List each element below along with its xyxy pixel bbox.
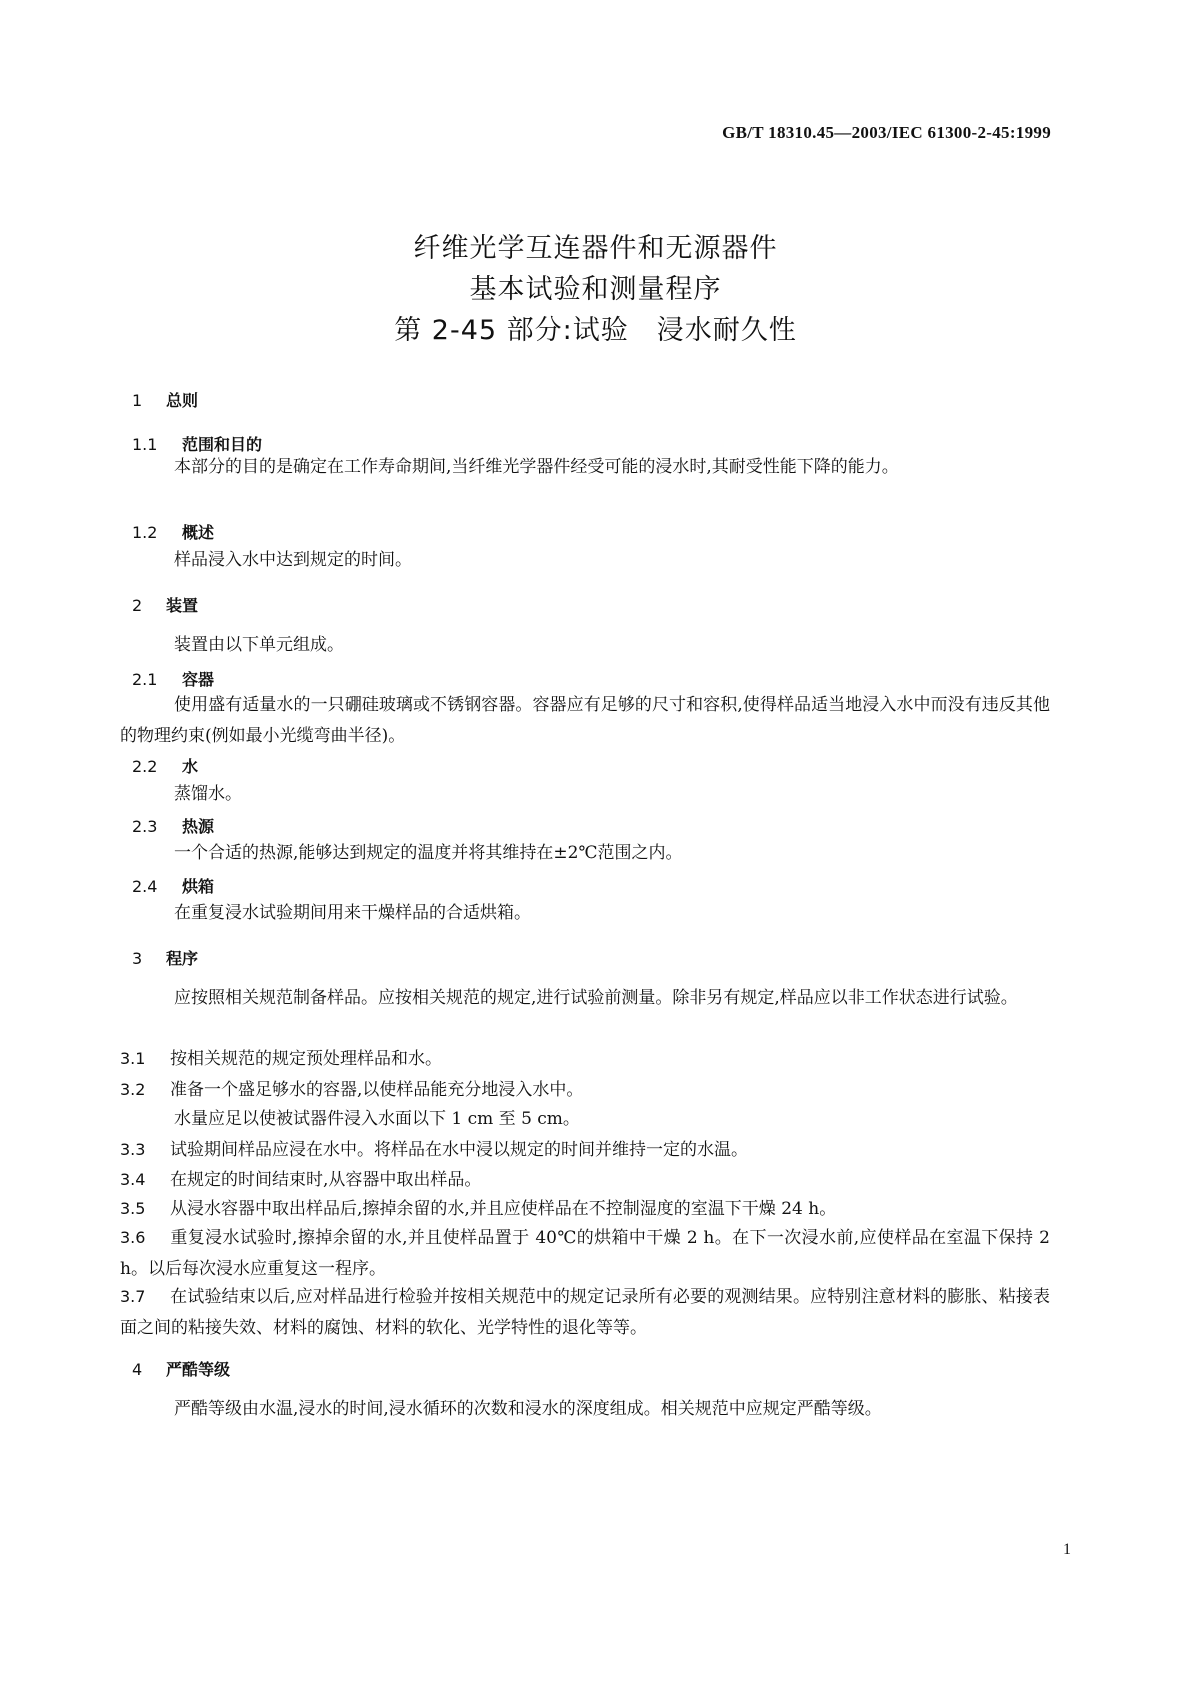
section-2-2-text: 蒸馏水。 <box>174 784 242 804</box>
section-text: 在规定的时间结束时,从容器中取出样品。 <box>170 1170 482 1190</box>
section-number: 3.1 <box>120 1049 146 1068</box>
section-3-7 <box>120 1281 1050 1344</box>
section-number: 1.1 <box>132 435 158 454</box>
section-number: 1.2 <box>132 523 158 542</box>
section-3-text: 应按照相关规范制备样品。应按相关规范的规定,进行试验前测量。除非另有规定,样品应以非工作状态进行试验。 <box>174 988 1018 1008</box>
section-title: 严酷等级 <box>166 1360 231 1379</box>
section-number: 2.3 <box>132 817 158 836</box>
section-number: 3.3 <box>120 1140 146 1159</box>
section-text: 准备一个盛足够水的容器,以使样品能充分地浸入水中。 <box>170 1080 584 1100</box>
section-title: 热源 <box>182 817 215 836</box>
section-text: 从浸水容器中取出样品后,擦掉余留的水,并且应使样品在不控制湿度的室温下干燥 24 h。 <box>170 1199 837 1219</box>
section-2-4-text: 在重复浸水试验期间用来干燥样品的合适烘箱。 <box>174 903 531 923</box>
section-3-2 <box>120 1074 1050 1106</box>
section-number: 3.4 <box>120 1170 146 1189</box>
section-number: 3.2 <box>120 1080 146 1099</box>
section-3-5 <box>120 1193 1050 1225</box>
section-title: 概述 <box>182 523 215 542</box>
section-text: 试验期间样品应浸在水中。将样品在水中浸以规定的时间并维持一定的水温。 <box>170 1140 748 1160</box>
title-line-3: 第 2-45 部分:试验 浸水耐久性 <box>394 315 797 346</box>
section-1-2-heading <box>132 520 214 543</box>
section-3-heading <box>132 946 198 969</box>
section-3-4 <box>120 1164 1050 1196</box>
section-number: 3 <box>132 949 143 968</box>
section-2-1-text: 使用盛有适量水的一只硼硅玻璃或不锈钢容器。容器应有足够的尺寸和容积,使得样品适当地浸入水中而没有违反其他的物理约束(例如最小光缆弯曲半径)。 <box>120 695 1050 746</box>
section-title: 烘箱 <box>182 877 215 896</box>
section-number: 4 <box>132 1360 143 1379</box>
section-4-text: 严酷等级由水温,浸水的时间,浸水循环的次数和浸水的深度组成。相关规范中应规定严酷等级。 <box>174 1399 882 1419</box>
section-text: 在试验结束以后,应对样品进行检验并按相关规范中的规定记录所有必要的观测结果。应特别注意材料的膨胀、粘接表面之间的粘接失效、材料的腐蚀、材料的软化、光学特性的退化等等。 <box>120 1287 1050 1338</box>
section-2-2-heading <box>132 754 198 777</box>
title-line-2: 基本试验和测量程序 <box>469 274 722 305</box>
section-text: 按相关规范的规定预处理样品和水。 <box>170 1049 442 1069</box>
section-1-2-text: 样品浸入水中达到规定的时间。 <box>174 550 412 570</box>
section-title: 总则 <box>166 391 199 410</box>
section-number: 2.1 <box>132 670 158 689</box>
title-line-1: 纤维光学互连器件和无源器件 <box>413 233 778 264</box>
section-number: 3.6 <box>120 1228 146 1247</box>
section-number: 1 <box>132 391 143 410</box>
section-title: 装置 <box>166 596 199 615</box>
section-title: 程序 <box>166 949 199 968</box>
section-2-text: 装置由以下单元组成。 <box>174 635 344 655</box>
section-1-1-text: 本部分的目的是确定在工作寿命期间,当纤维光学器件经受可能的浸水时,其耐受性能下降的能力。 <box>174 457 899 477</box>
section-number: 3.7 <box>120 1287 146 1306</box>
page-number: 1 <box>1063 1541 1071 1558</box>
section-title: 水 <box>182 757 199 776</box>
section-4-heading <box>132 1357 230 1380</box>
section-2-1-heading <box>132 667 214 690</box>
section-2-3-heading <box>132 814 214 837</box>
section-number: 2 <box>132 596 143 615</box>
section-3-2-text-2: 水量应足以使被试器件浸入水面以下 1 cm 至 5 cm。 <box>174 1109 580 1129</box>
section-2-4-heading <box>132 874 214 897</box>
section-1-heading <box>132 388 198 411</box>
section-2-3-text: 一个合适的热源,能够达到规定的温度并将其维持在±2℃范围之内。 <box>174 843 683 863</box>
section-title: 范围和目的 <box>182 435 263 454</box>
section-number: 3.5 <box>120 1199 146 1218</box>
section-number: 2.4 <box>132 877 158 896</box>
section-3-3 <box>120 1134 1050 1166</box>
section-3-1 <box>120 1043 1050 1075</box>
section-2-heading <box>132 593 198 616</box>
section-number: 2.2 <box>132 757 158 776</box>
section-text: 重复浸水试验时,擦掉余留的水,并且使样品置于 40℃的烘箱中干燥 2 h。在下一次浸水前,应使样品在室温下保持 2 h。以后每次浸水应重复这一程序。 <box>120 1228 1050 1279</box>
standard-number: GB/T 18310.45—2003/IEC 61300-2-45:1999 <box>722 123 1051 142</box>
section-3-6 <box>120 1222 1050 1285</box>
section-title: 容器 <box>182 670 215 689</box>
